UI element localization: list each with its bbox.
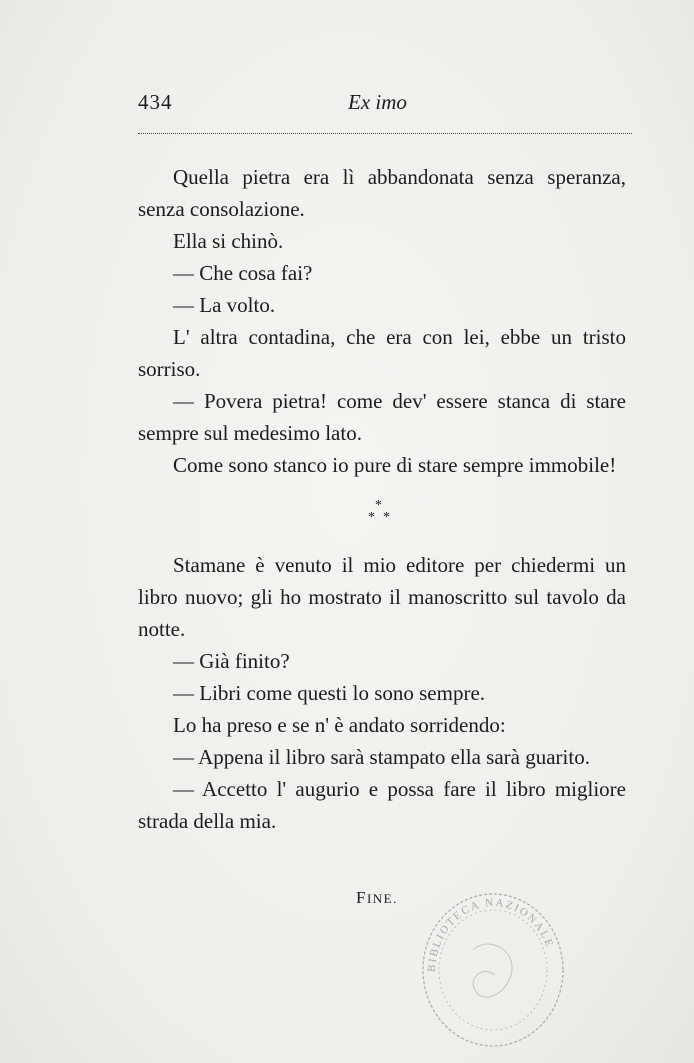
paragraph: Stamane è venuto il mio editore per chiedermi un libro nuovo; gli ho mostrato il manoscritto sul tavolo da notte. [138,553,626,641]
end-mark [356,888,398,908]
paragraph: — Accetto l' augurio e possa fare il libro migliore strada della mia. [138,777,626,833]
asterism-star: * [368,510,375,525]
running-title: Ex imo [348,90,407,114]
stamp-text: BIBLIOTECA NAZIONALE [425,896,556,973]
stamp-emblem [473,944,512,997]
page-number: 434 [138,90,173,114]
paragraph: — Povera pietra! come dev' essere stanca di stare sempre sul medesimo lato. [138,389,626,445]
paragraph: — Che cosa fai? [173,261,313,285]
section-separator [138,481,626,549]
page-header [138,90,632,126]
paragraph: — La volto. [173,293,276,317]
paragraph: — Appena il libro sarà stampato ella sarà guarito. [173,745,590,769]
end-mark-initial: F [356,888,367,907]
header-rule [138,133,632,134]
paragraph: Come sono stanco io pure di stare sempre immobile! [173,453,617,477]
paragraph: — Già finito? [173,649,290,673]
paragraph: — Libri come questi lo sono sempre. [173,681,486,705]
asterism-star: * [383,510,390,525]
asterism-star: * [375,498,382,513]
paragraph: Ella si chinò. [173,229,284,253]
stamp-outer-ring [423,894,563,1046]
paragraph: Lo ha preso e se n' è andato sorridendo: [173,713,506,737]
library-stamp [413,880,573,1050]
body-text [138,161,626,837]
paragraph: Quella pietra era lì abbandonata senza speranza, senza consolazione. [138,165,626,221]
stamp-inner-ring [439,910,547,1030]
end-mark-rest: INE. [366,891,398,906]
paragraph: L' altra contadina, che era con lei, ebbe un tristo sorriso. [138,325,626,381]
